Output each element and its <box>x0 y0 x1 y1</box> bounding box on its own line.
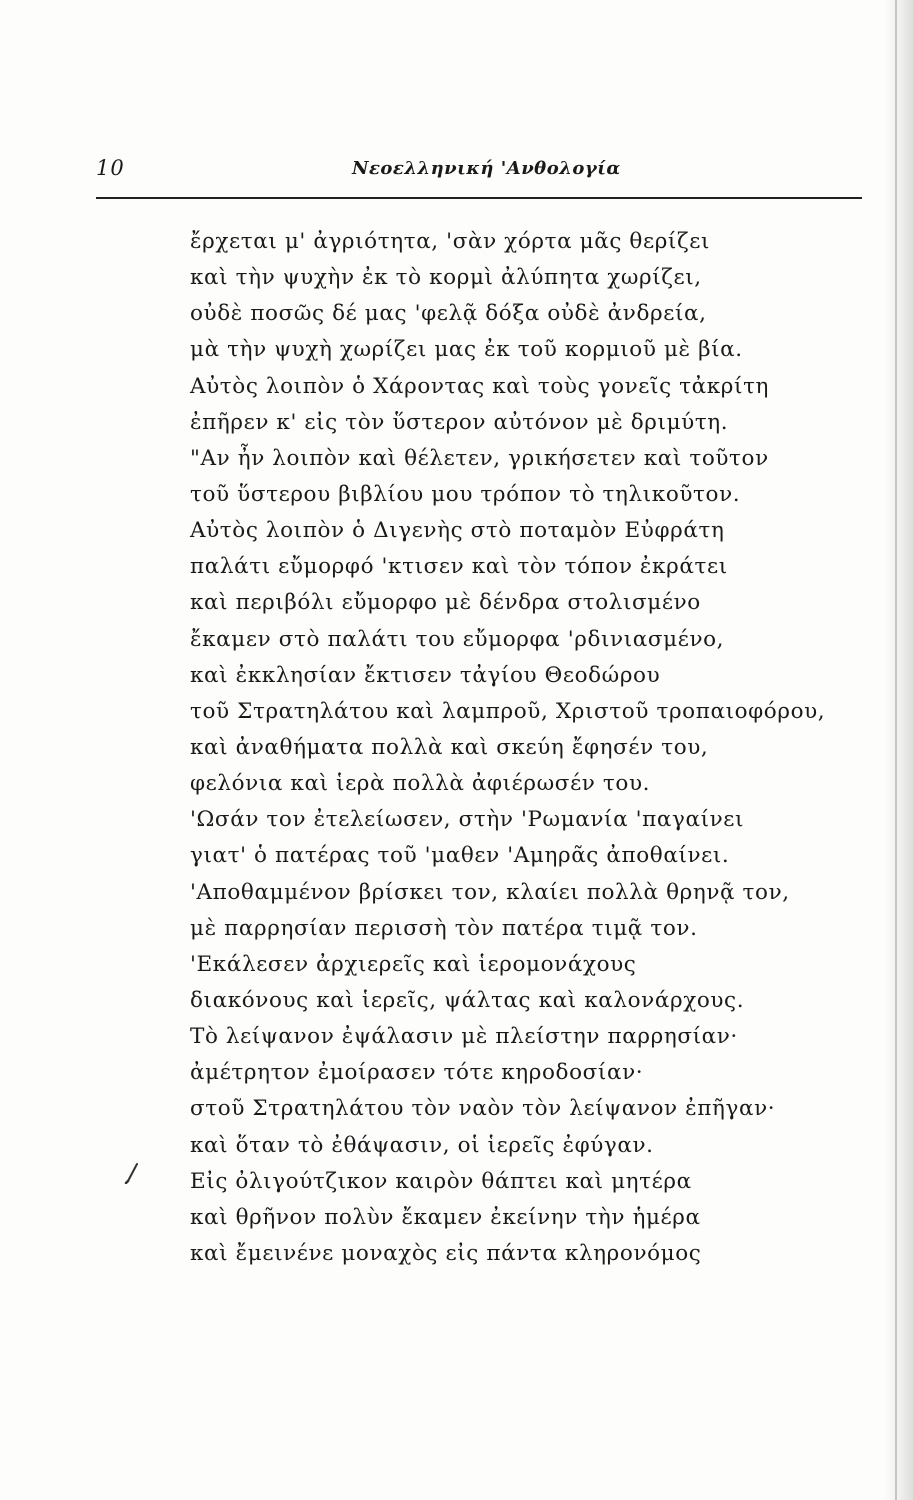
page-number: 10 <box>96 156 125 180</box>
poem-text <box>190 224 870 1272</box>
verse-line: καὶ ἀναθήματα πολλὰ καὶ σκεύη ἔφησέν του, <box>190 734 709 760</box>
verse-line: τοῦ ὕστερου βιβλίου μου τρόπον τὸ τηλικοῦτον. <box>190 481 741 507</box>
header-rule <box>96 197 862 199</box>
verse-line: γιατ' ὁ πατέρας τοῦ 'μαθεν 'Αμηρᾶς ἀποθαίνει. <box>190 843 730 869</box>
verse-line: στοῦ Στρατηλάτου τὸν ναὸν τὸν λείψανον ἐπῆγαν· <box>190 1096 776 1122</box>
verse-line: 'Ωσάν τον ἐτελείωσεν, στὴν 'Ρωμανία 'παγαίνει <box>190 807 745 833</box>
pencil-mark-icon <box>124 1162 140 1184</box>
verse-line: καὶ τὴν ψυχὴν ἐκ τὸ κορμὶ ἀλύπητα χωρίζει, <box>190 265 702 291</box>
verse-line: καὶ περιβόλι εὔμορφο μὲ δένδρα στολισμένο <box>190 590 701 616</box>
verse-line: μὲ παρρησίαν περισσὴ τὸν πατέρα τιμᾷ τον. <box>190 915 698 941</box>
verse-line: 'Αποθαμμένον βρίσκει τον, κλαίει πολλὰ θρηνᾷ τον, <box>190 879 790 905</box>
page-edge-line <box>895 0 897 1500</box>
verse-line: καὶ ἐκκλησίαν ἔκτισεν τἀγίου Θεοδώρου <box>190 662 661 688</box>
verse-line: μὰ τὴν ψυχὴ χωρίζει μας ἐκ τοῦ κορμιοῦ μὲ βία. <box>190 337 743 363</box>
verse-line: καὶ ὅταν τὸ ἐθάψασιν, οἱ ἱερεῖς ἐφύγαν. <box>190 1132 654 1158</box>
verse-line: ἔκαμεν στὸ παλάτι του εὔμορφα 'ρδινιασμένο, <box>190 626 725 652</box>
verse-line: "Αν ἦν λοιπὸν καὶ θέλετεν, γρικήσετεν καὶ τοῦτον <box>190 445 769 471</box>
verse-line: Αὐτὸς λοιπὸν ὁ Διγενὴς στὸ ποταμὸν Εὐφράτη <box>190 518 725 544</box>
verse-line: καὶ ἔμεινένε μοναχὸς εἰς πάντα κληρονόμος <box>190 1240 702 1266</box>
verse-line: Αὐτὸς λοιπὸν ὁ Χάροντας καὶ τοὺς γονεῖς τἀκρίτη <box>190 373 770 399</box>
verse-line: οὐδὲ ποσῶς δέ μας 'φελᾷ δόξα οὐδὲ ἀνδρεία, <box>190 301 707 327</box>
verse-line: 'Εκάλεσεν ἀρχιερεῖς καὶ ἱερομονάχους <box>190 951 637 977</box>
verse-line: διακόνους καὶ ἱερεῖς, ψάλτας καὶ καλονάρχους. <box>190 987 745 1013</box>
verse-line: τοῦ Στρατηλάτου καὶ λαμπροῦ, Χριστοῦ τροπαιοφόρου, <box>190 698 826 724</box>
verse-line: φελόνια καὶ ἱερὰ πολλὰ ἀφιέρωσέν του. <box>190 771 651 797</box>
verse-line: ἐπῆρεν κ' εἰς τὸν ὕστερον αὐτόνον μὲ δριμύτη. <box>190 409 729 435</box>
verse-line: παλάτι εὔμορφό 'κτισεν καὶ τὸν τόπον ἐκράτει <box>190 554 728 580</box>
verse-line: ἔρχεται μ' ἀγριότητα, 'σὰν χόρτα μᾶς θερίζει <box>190 229 710 254</box>
running-header <box>96 156 862 188</box>
verse-line: Τὸ λείψανον ἐψάλασιν μὲ πλείστην παρρησίαν· <box>190 1024 738 1050</box>
verse-line: καὶ θρῆνον πολὺν ἔκαμεν ἐκείνην τὴν ἡμέρα <box>190 1204 701 1230</box>
verse-line: ἀμέτρητον ἐμοίρασεν τότε κηροδοσίαν· <box>190 1060 644 1086</box>
running-title: Νεοελληνική 'Ανθολογία <box>352 158 621 179</box>
page-edge-shadow <box>883 0 913 1500</box>
verse-line: Εἰς ὀλιγούτζικον καιρὸν θάπτει καὶ μητέρα <box>190 1168 692 1194</box>
